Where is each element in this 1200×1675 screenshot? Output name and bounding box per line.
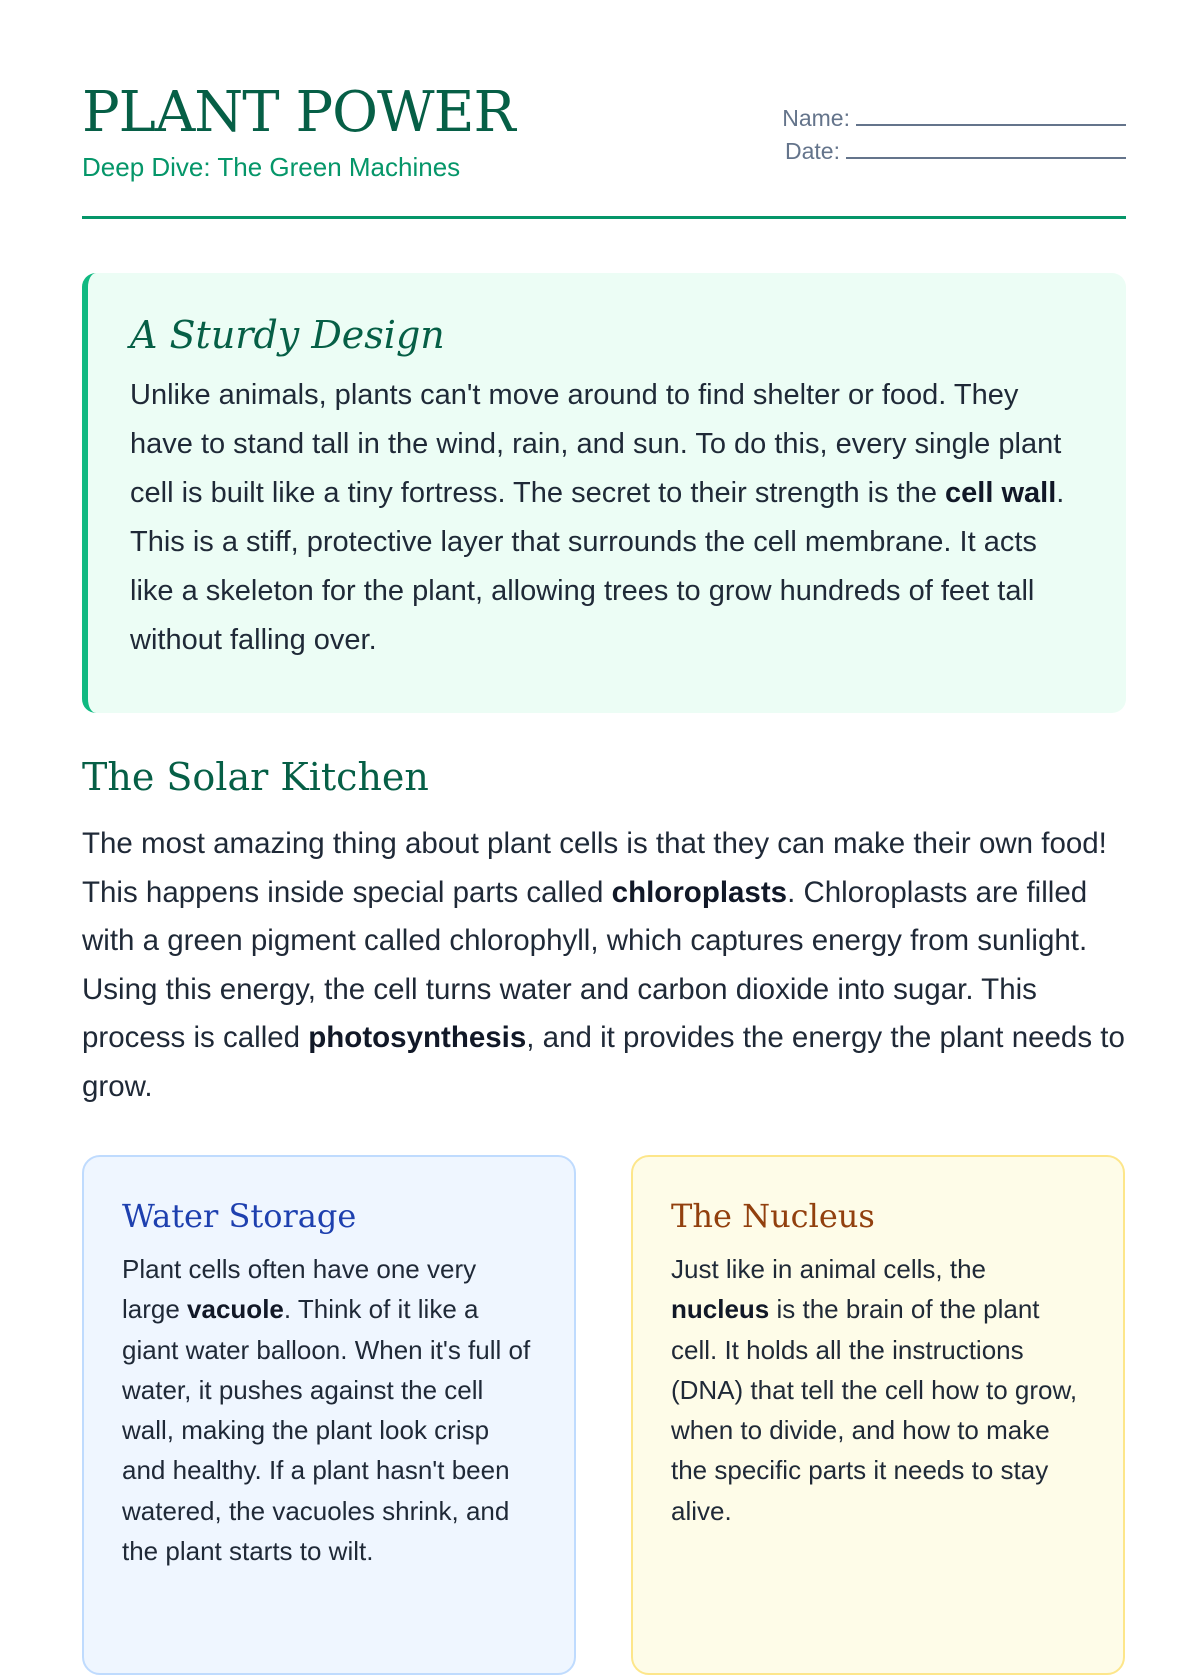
text: . Chloroplasts are filled with a green pigment called chlorophyll, which captures energy from sunlight. Using this energy, the cell turns water and carbon dioxide into sugar. This process is called xyxy=(82,875,1088,1054)
name-label: Name: xyxy=(782,105,850,131)
text: Unlike animals, plants can't move around to find shelter or food. They have to stand tall in the wind, rain, and sun. To do this, every single plant cell is built like a tiny fortress. The secret to their strength is the xyxy=(130,379,1062,509)
card-title: The Nucleus xyxy=(671,1197,875,1235)
text: . Think of it like a giant water balloon. When it's full of water, it pushes against the cell wall, making the plant look crisp and healthy. If a plant hasn't been watered, the vacuoles shrink, and the plant starts to wilt. xyxy=(122,1294,531,1567)
sturdy-design-callout xyxy=(82,273,1126,713)
section-text xyxy=(82,820,1126,1111)
card-title: Water Storage xyxy=(122,1197,357,1235)
callout-title: A Sturdy Design xyxy=(130,313,445,357)
header xyxy=(82,80,1126,219)
text: Plant cells often have one very large xyxy=(122,1254,477,1325)
bold-term: photosynthesis xyxy=(308,1021,527,1054)
name-field[interactable] xyxy=(782,102,1126,135)
callout-text xyxy=(130,371,1080,665)
page-subtitle: Deep Dive: The Green Machines xyxy=(82,152,461,182)
student-fields xyxy=(782,102,1126,168)
date-field[interactable] xyxy=(782,135,1126,168)
date-label: Date: xyxy=(785,138,840,164)
card-text xyxy=(122,1249,536,1571)
text: . This is a stiff, protective layer that surrounds the cell membrane. It acts like a skeleton for the plant, allowing trees to grow hundreds of feet tall without falling over. xyxy=(130,477,1065,656)
bold-term: chloroplasts xyxy=(611,875,788,909)
text: The most amazing thing about plant cells is that they can make their own food! This happens inside special parts called xyxy=(82,827,1107,909)
bold-term: cell wall xyxy=(945,477,1057,509)
text: , and it provides the energy the plant needs to grow. xyxy=(82,1021,1125,1103)
name-blank[interactable] xyxy=(856,104,1126,126)
bold-term: nucleus xyxy=(671,1294,770,1325)
date-blank[interactable] xyxy=(846,137,1126,159)
card-text xyxy=(671,1249,1085,1531)
section-title: The Solar Kitchen xyxy=(82,755,429,799)
water-storage-card xyxy=(82,1155,576,1675)
text: Just like in animal cells, the xyxy=(671,1254,987,1284)
bold-term: vacuole xyxy=(187,1294,284,1325)
nucleus-card xyxy=(631,1155,1125,1675)
text: is the brain of the plant cell. It holds all the instructions (DNA) that tell the cell how to grow, when to divide, and how to make the specific parts it needs to stay alive. xyxy=(671,1294,1078,1526)
page-title: PLANT POWER xyxy=(82,80,515,145)
